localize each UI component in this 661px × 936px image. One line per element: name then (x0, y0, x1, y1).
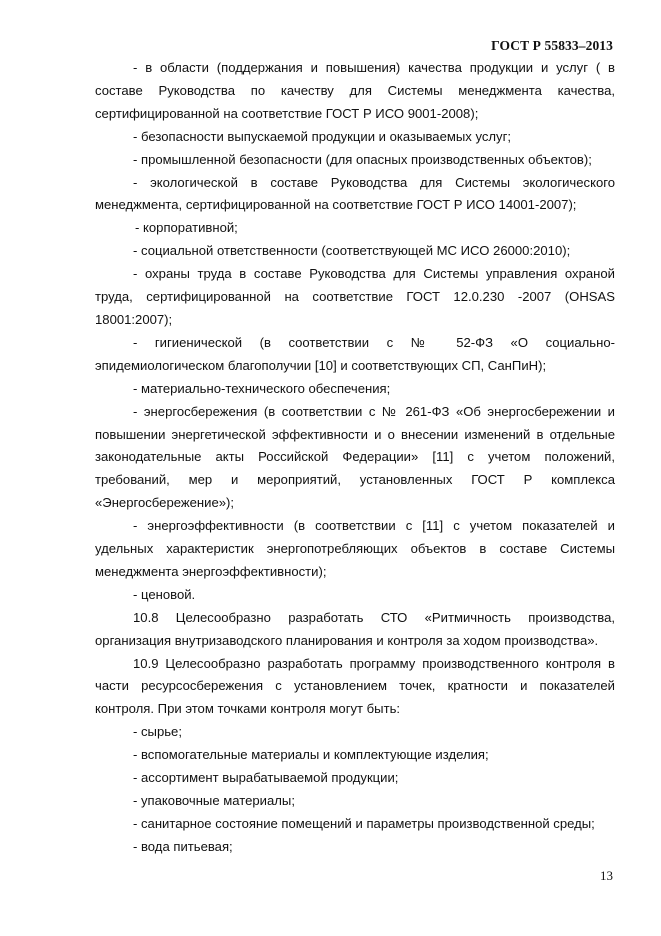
list-item: - охраны труда в составе Руководства для Системы управления охраной труда, сертифицированной на соответствие ГОСТ 12.0.230 -2007 (OHSAS 18001:2007); (95, 266, 615, 327)
list-item: - промышленной безопасности (для опасных производственных объектов); (133, 151, 592, 167)
list-item: - в области (поддержания и повышения) качества продукции и услуг ( в составе Руководства по качеству для Системы менеджмента качества, сертифицированной на соответствие ГОСТ Р ИСО 9001-2008); (95, 60, 615, 121)
list-item: - ассортимент вырабатываемой продукции; (133, 770, 399, 786)
list-item: - энергоэффективности (в соответствии с [11] с учетом показателей и удельных характеристик энергопотребляющих объектов в составе Системы менеджмента энергоэффективности); (95, 518, 615, 579)
document-body (95, 57, 615, 859)
list-item: - ценовой. (133, 586, 196, 602)
list-item: - санитарное состояние помещений и параметры производственной среды; (133, 815, 595, 831)
list-item: - сырье; (133, 724, 182, 740)
list-item: - экологической в составе Руководства для Системы экологического менеджмента, сертифицированной на соответствие ГОСТ Р ИСО 14001-2007); (95, 174, 615, 213)
section-paragraph-10-8: 10.8 Целесообразно разработать СТО «Ритмичность производства, организация внутризаводского планирования и контроля за ходом производства». (95, 609, 615, 648)
list-item: - корпоративной; (135, 220, 238, 236)
list-item: - вода питьевая; (133, 838, 233, 854)
list-item: - упаковочные материалы; (133, 793, 295, 808)
list-item: - вспомогательные материалы и комплектующие изделия; (133, 747, 489, 763)
page-number: 13 (600, 868, 613, 883)
document-header: ГОСТ Р 55833–2013 (491, 38, 613, 53)
list-item: - материально-технического обеспечения; (133, 380, 391, 396)
list-item: - социальной ответственности (соответствующей МС ИСО 26000:2010); (133, 243, 571, 259)
list-item: - энергосбережения (в соответствии с № 261-ФЗ «Об энергосбережении и повышении энергетической эффективности и о внесении изменений в отдельные законодательные акты Российской Федерации» [11] с учетом положений, требований, мер и мероприятий, установленных ГОСТ Р комплекса «Энергосбережение»); (95, 403, 615, 511)
list-item: - безопасности выпускаемой продукции и оказываемых услуг; (133, 128, 511, 144)
list-item: - гигиенической (в соответствии с № 52-ФЗ «О социально-эпидемиологическом благополучии [10] и соответствующих СП, СанПиН); (95, 334, 615, 373)
section-paragraph-10-9: 10.9 Целесообразно разработать программу производственного контроля в части ресурсосбережения с установлением точек, кратности и показателей контроля. При этом точками контроля могут быть: (95, 655, 615, 717)
